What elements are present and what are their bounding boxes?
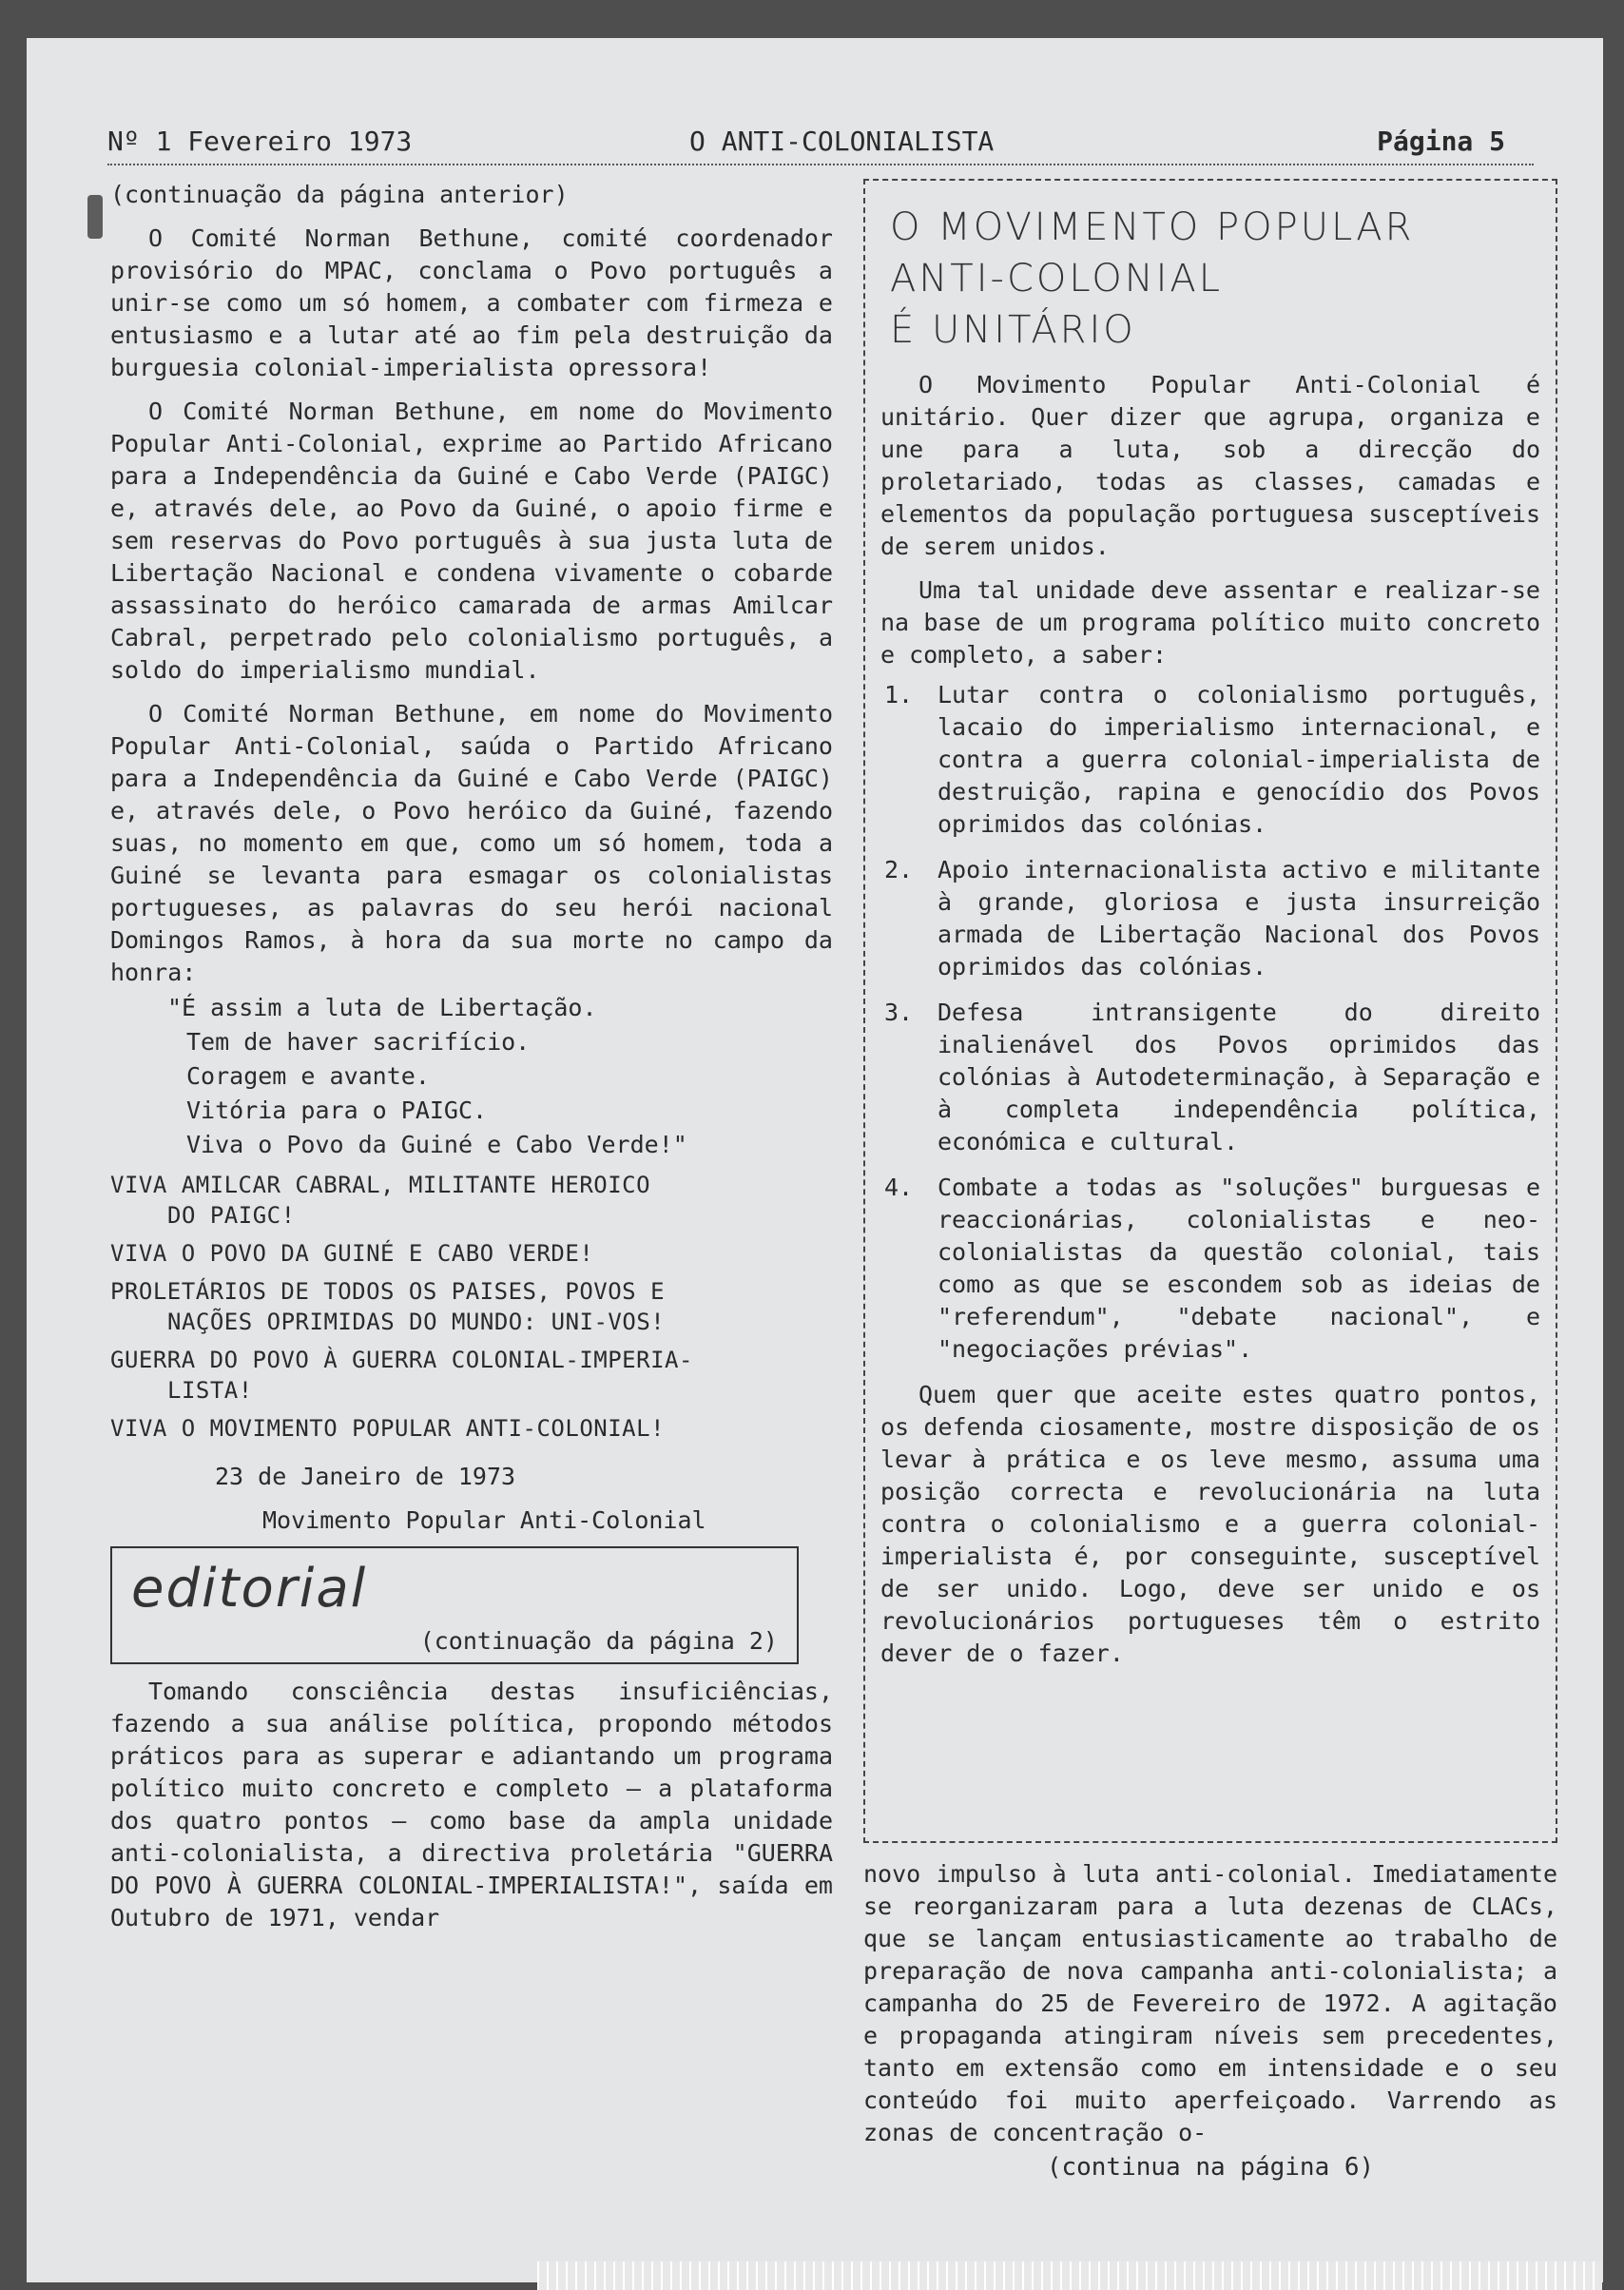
slogan: PROLETÁRIOS DE TODOS OS PAISES, POVOS E NAÇÕES OPRIMIDAS DO MUNDO: UNI-VOS! bbox=[110, 1278, 666, 1335]
article-closing: Quem quer que aceite estes quatro pontos, os defenda ciosamente, mostre disposição de os levar à prática e os leve mesmo, assuma uma posição correcta e revolucionária na luta contra o colonialismo e a guerra colonial-imperialista é, por conseguinte, susceptível de ser unido. Logo, deve ser unido e os revolucionários portugueses têm o estrito dever de o fazer. bbox=[880, 1381, 1540, 1667]
editorial-continued bbox=[863, 1858, 1557, 2182]
list-item: 3. Defesa intransigente do direito inalienável dos Povos oprimidos das colónias à Autodeterminação, à Separação e à completa independência política, económica e cultural. bbox=[884, 999, 1540, 1155]
list-item: 2. Apoio internacionalista activo e militante à grande, gloriosa e justa insurreição armada de Libertação Nacional dos Povos oprimidos das colónias. bbox=[884, 856, 1540, 980]
slogan: VIVA O MOVIMENTO POPULAR ANTI-COLONIAL! bbox=[110, 1415, 666, 1442]
editorial-text: Tomando consciência destas insuficiências, fazendo a sua análise política, propondo métodos práticos para as superar e adiantando um programa político muito concreto e completo — a plataforma dos quatro pontos — como base da ampla unidade anti-colonialista, a directiva proletária "GUERRA DO POVO À GUERRA COLONIAL-IMPERIALISTA!", saída em Outubro de 1971, vendar bbox=[110, 1678, 833, 1931]
verse-line: Viva o Povo da Guiné e Cabo Verde!" bbox=[186, 1131, 687, 1158]
paragraph-2: O Comité Norman Bethune, em nome do Movimento Popular Anti-Colonial, exprime ao Partido Africano para a Independência da Guiné e Cabo Verde (PAIGC) e, através dele, ao Povo da Guiné, o apoio firme e sem reservas do Povo português à sua justa luta de Libertação Nacional e condena vivamente o cobarde assassinato do heróico camarada de armas Amilcar Cabral, perpetrado pelo colonialismo português, a soldo do imperialismo mundial. bbox=[110, 398, 833, 684]
page-number: Página 5 bbox=[1377, 126, 1505, 157]
continuation-note: (continuação da página anterior) bbox=[110, 181, 569, 208]
paragraph-3: O Comité Norman Bethune, em nome do Movimento Popular Anti-Colonial, saúda o Partido Africano para a Independência da Guiné e Cabo Verde (PAIGC) e, através dele, o Povo heróico da Guiné, fazendo suas, no momento em que, como um só homem, toda a Guiné se levanta para esmagar os colonialistas portugueses, as palavras do seu herói nacional Domingos Ramos, à hora da sua morte no campo da honra: bbox=[110, 700, 833, 986]
article-intro-2: Uma tal unidade deve assentar e realizar-se na base de um programa político muito concreto e completo, a saber: bbox=[880, 576, 1540, 669]
slogans bbox=[110, 1170, 833, 1444]
signature: Movimento Popular Anti-Colonial bbox=[262, 1506, 706, 1534]
paragraph-1: O Comité Norman Bethune, comité coordenador provisório do MPAC, conclama o Povo português a unir-se como um só homem, a combater com firmeza e entusiasmo e a lutar até ao fim pela destruição da burguesia colonial-imperialista opressora! bbox=[110, 224, 833, 381]
editorial-lower-text: novo impulso à luta anti-colonial. Imediatamente se reorganizaram para a luta dezenas de CLACs, que se lançam entusiasticamente ao trabalho de preparação de nova campanha anti-colonialista; a campanha do 25 de Fevereiro de 1972. A agitação e propaganda atingiram níveis sem precedentes, tanto em extensão como em intensidade e o seu conteúdo foi muito aperfeiçoado. Varrendo as zonas de concentração o- bbox=[863, 1860, 1557, 2146]
article-title: O MOVIMENTO POPULAR ANTI-COLONIAL É UNITÁRIO bbox=[890, 205, 1415, 352]
article-intro: O Movimento Popular Anti-Colonial é unitário. Quer dizer que agrupa, organiza e une para a luta, sob a direcção do proletariado, todas as classes, camadas e elementos da população portuguesa susceptíveis de serem unidos. bbox=[880, 371, 1540, 560]
issue-date: Nº 1 Fevereiro 1973 bbox=[107, 126, 413, 157]
slogan: GUERRA DO POVO À GUERRA COLONIAL-IMPERIA- LISTA! bbox=[110, 1347, 693, 1404]
quote-verse bbox=[110, 993, 833, 1160]
points-list bbox=[880, 679, 1540, 1366]
measurement-ruler bbox=[537, 2261, 1602, 2290]
boxed-article bbox=[863, 179, 1557, 1843]
editorial-continuation: (continuação da página 2) bbox=[419, 1627, 778, 1655]
right-column bbox=[863, 179, 1557, 2182]
letter-date: 23 de Janeiro de 1973 bbox=[215, 1463, 516, 1490]
verse-line: Tem de haver sacrifício. bbox=[186, 1028, 531, 1056]
document-page bbox=[27, 38, 1603, 2282]
page-header bbox=[107, 126, 1534, 165]
slogan: VIVA AMILCAR CABRAL, MILITANTE HEROICO DO PAIGC! bbox=[110, 1172, 651, 1229]
left-column bbox=[110, 179, 833, 1934]
publication-title: O ANTI-COLONIALISTA bbox=[689, 126, 995, 157]
slogan: VIVA O POVO DA GUINÉ E CABO VERDE! bbox=[110, 1240, 594, 1267]
editorial-header bbox=[110, 1546, 799, 1664]
verse-line: "É assim a luta de Libertação. bbox=[167, 994, 597, 1021]
tape-mark bbox=[87, 195, 103, 239]
list-item: 1. Lutar contra o colonialismo português, lacaio do imperialismo internacional, e contra a guerra colonial-imperialista de destruição, rapina e genocídio dos Povos oprimidos das colónias. bbox=[884, 681, 1540, 838]
list-item: 4. Combate a todas as "soluções" burguesas e reaccionárias, colonialistas e neo-colonialistas da questão colonial, tais como as que se escondem sob as ideias de "referendum", "debate nacional", e "negociações prévias". bbox=[884, 1174, 1540, 1363]
editorial-title: editorial bbox=[131, 1558, 368, 1620]
continue-note: (continua na página 6) bbox=[1046, 2153, 1375, 2182]
verse-line: Vitória para o PAIGC. bbox=[186, 1096, 488, 1124]
verse-line: Coragem e avante. bbox=[186, 1062, 430, 1090]
